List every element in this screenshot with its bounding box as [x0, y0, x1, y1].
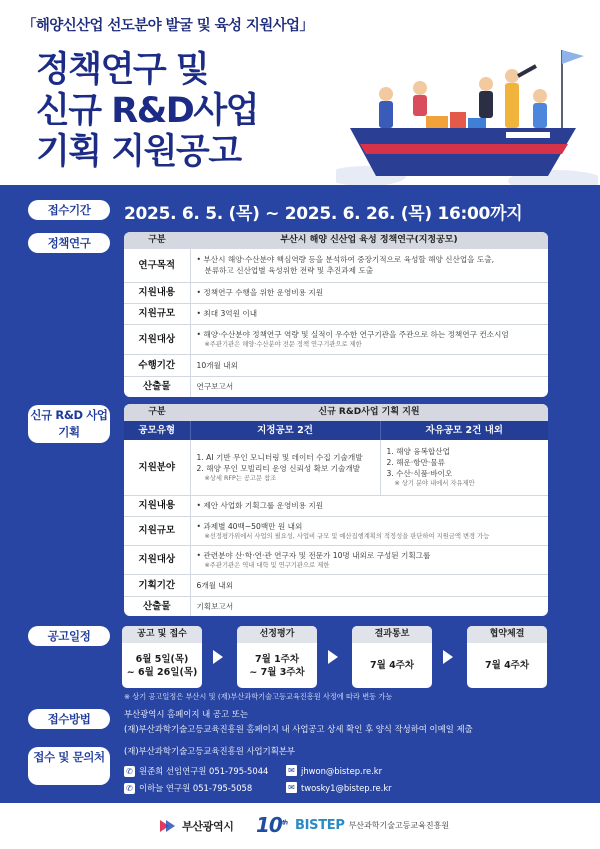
label-policy: 정책연구 [28, 233, 110, 253]
table-row [124, 376, 548, 397]
table-row [124, 249, 548, 282]
method-text [124, 707, 473, 737]
contact-name: 이하늘 연구원 051-795-5058 [139, 783, 253, 793]
step-date-line: ~ 6월 26일(목) [126, 666, 198, 678]
field-note: ※상세 RFP는 공고문 참조 [204, 474, 277, 482]
label-deadline: 접수기간 [28, 200, 110, 220]
schedule-step-announce [122, 626, 202, 688]
program-title: 「해양신산업 선도분야 발굴 및 육성 지원사업」 [22, 18, 314, 34]
arrow-icon [443, 650, 453, 664]
busan-logo [158, 817, 234, 835]
step-date [467, 643, 547, 688]
page-title [36, 50, 258, 173]
step-date-line: 7월 4주차 [484, 660, 530, 671]
rnd-subheader-row [124, 421, 548, 440]
header-cell: 구분 [124, 232, 190, 249]
field-item: 3. 수산·식품·바이오 [386, 469, 453, 479]
table-row [124, 303, 548, 324]
schedule-step-evaluation [237, 626, 317, 688]
header-cell: 신규 R&D사업 기획 지원 [190, 404, 548, 421]
anniversary-mark [256, 813, 287, 837]
row-value: • 제안 사업화 기획그룹 운영비용 지원 [190, 495, 548, 516]
anniversary-number: 10 [256, 813, 282, 837]
field-item: 2. 해양 무인 모빌리티 운영 신뢰성 확보 기술개발 [196, 463, 361, 473]
main-body [0, 185, 600, 803]
row-value: 연구보고서 [196, 382, 234, 392]
schedule-note: ※ 상기 공고일정은 부산시 및 (재)부산과학기술고등교육진흥원 사정에 따라 변동 가능 [124, 692, 393, 701]
row-text: • 부산시 해양·수산분야 핵심역량 등을 분석하여 중장기적으로 육성할 해양 신산업을 도출, [196, 255, 495, 265]
subheader-cell: 자유공모 2건 내외 [380, 421, 548, 440]
row-label: 산출물 [124, 376, 190, 397]
row-text: • 관련분야 산·학·연·관 연구자 및 전문가 10명 내외로 구성된 기획그룹 [196, 550, 431, 560]
schedule-step-agreement [467, 626, 547, 688]
contact-email[interactable]: twosky1@bistep.re.kr [301, 782, 392, 793]
row-label: 기획기간 [124, 574, 190, 596]
field-note: ※ 상기 분야 내에서 자유제안 [394, 480, 475, 488]
bistep-logo [256, 813, 449, 837]
method-line: 부산광역시 홈페이지 내 공고 또는 [124, 709, 248, 719]
row-value: 기획보고서 [196, 601, 234, 611]
table-row [124, 574, 548, 596]
row-value: 10개월 내외 [190, 354, 548, 376]
contact-name: 원준희 선임연구원 051-795-5044 [139, 766, 269, 776]
step-date-line: 7월 1주차 [254, 653, 300, 665]
table-row [124, 324, 548, 354]
top-area [0, 0, 600, 192]
row-text: • 과제별 40백~50백만 원 내외 [196, 521, 303, 531]
designated-fields [190, 440, 380, 495]
field-item: 1. 해양 융복합산업 [386, 447, 450, 457]
title-line-3: 기획 지원공고 [36, 132, 241, 172]
table-row [124, 282, 548, 303]
schedule-step-result [352, 626, 432, 688]
phone-icon: ✆ [124, 783, 135, 794]
table-row [124, 495, 548, 516]
row-value [190, 249, 548, 282]
footer [0, 803, 600, 849]
policy-header-row [124, 232, 548, 249]
subheader-cell: 공모유형 [124, 421, 190, 440]
contact-org: (재)부산과학기술고등교육진흥원 사업기획본부 [124, 746, 296, 756]
step-date-line: 7월 4주차 [369, 660, 415, 671]
row-label: 지원대상 [124, 324, 190, 354]
free-fields [380, 440, 548, 495]
label-method: 접수방법 [28, 709, 110, 729]
row-label: 수행기간 [124, 354, 190, 376]
method-line: (재)부산과학기술고등교육진흥원 홈페이지 내 사업공고 상세 확인 후 양식 작성하여 이메일 제출 [124, 724, 473, 734]
contact-email-1[interactable] [286, 765, 382, 776]
bistep-wordmark: BISTEP [294, 817, 345, 833]
field-item: 1. AI 기반 무인 모니터링 및 데이터 수집 기술개발 [196, 452, 363, 462]
row-note: ※선정평가위에서 사업의 필요성, 사업비 규모 및 예산집행계획의 적정성을 판단하여 지원금액 변경 가능 [204, 532, 490, 540]
row-note: ※주관기관은 역내 대학 및 연구기관으로 제한 [204, 561, 330, 569]
table-row [124, 440, 548, 495]
header-cell: 구분 [124, 404, 190, 421]
row-label: 지원분야 [124, 440, 190, 495]
bistep-org-name: 부산과학기술고등교육진흥원 [348, 820, 450, 830]
contact-phone-1 [124, 765, 268, 777]
row-label: 산출물 [124, 596, 190, 616]
step-date-line: 6월 5일(목) [135, 653, 189, 665]
row-value [190, 516, 548, 545]
schedule-steps [122, 626, 558, 688]
policy-table [124, 232, 548, 397]
contact-email-2[interactable] [286, 782, 392, 793]
title-line-1: 정책연구 및 [36, 50, 209, 90]
deadline-value: 2025. 6. 5. (목) ~ 2025. 6. 26. (목) 16:00까지 [124, 204, 523, 224]
anniversary-suffix: th [281, 819, 287, 827]
step-date [122, 643, 202, 688]
row-label: 연구목적 [124, 249, 190, 282]
table-row [124, 354, 548, 376]
row-label: 지원대상 [124, 545, 190, 574]
row-label: 지원내용 [124, 495, 190, 516]
step-title: 선정평가 [237, 626, 317, 643]
row-label: 지원규모 [124, 303, 190, 324]
row-text-cont: 분류하고 신산업별 육성위한 전략 및 추진과제 도출 [204, 266, 374, 276]
row-label: 지원내용 [124, 282, 190, 303]
subheader-cell: 지정공모 2건 [190, 421, 380, 440]
step-title: 협약체결 [467, 626, 547, 643]
header-cell: 부산시 해양 신산업 육성 정책연구(지정공모) [190, 232, 548, 249]
contact-phone-2 [124, 782, 252, 794]
label-rnd: 신규 R&D 사업 기획 [28, 405, 110, 443]
mail-icon: ✉ [286, 782, 297, 793]
label-contact: 접수 및 문의처 [28, 747, 110, 785]
label-schedule: 공고일정 [28, 626, 110, 646]
arrow-icon [328, 650, 338, 664]
phone-icon: ✆ [124, 766, 135, 777]
step-title: 결과통보 [352, 626, 432, 643]
row-value: • 정책연구 수행을 위한 운영비용 지원 [190, 282, 548, 303]
row-value [190, 324, 548, 354]
ship-illustration-icon [336, 36, 598, 192]
rnd-header-row [124, 404, 548, 421]
step-date-line: ~ 7월 3주차 [249, 666, 305, 678]
table-row [124, 596, 548, 616]
row-value: 6개월 내외 [190, 574, 548, 596]
step-date [352, 643, 432, 688]
field-item: 2. 해운·항만·물류 [386, 458, 445, 468]
step-title: 공고 및 접수 [122, 626, 202, 643]
row-value: • 최대 3억원 이내 [190, 303, 548, 324]
arrow-icon [213, 650, 223, 664]
row-text: • 해양·수산분야 정책연구 역량 및 실적이 우수한 연구기관을 주관으로 하는 정책연구 컨소시엄 [196, 330, 509, 339]
rnd-table [124, 404, 548, 616]
table-row [124, 516, 548, 545]
step-date [237, 643, 317, 688]
title-line-2: 신규 R&D사업 [36, 91, 258, 131]
contact-email[interactable]: jhwon@bistep.re.kr [301, 765, 383, 776]
table-row [124, 545, 548, 574]
mail-icon: ✉ [286, 765, 297, 776]
row-note: ※주관기관은 해양·수산분야 전문 정책 연구기관으로 제한 [204, 341, 362, 348]
busan-mark-icon [158, 817, 176, 835]
row-label: 지원규모 [124, 516, 190, 545]
row-value [190, 545, 548, 574]
busan-logo-text: 부산광역시 [182, 820, 234, 833]
